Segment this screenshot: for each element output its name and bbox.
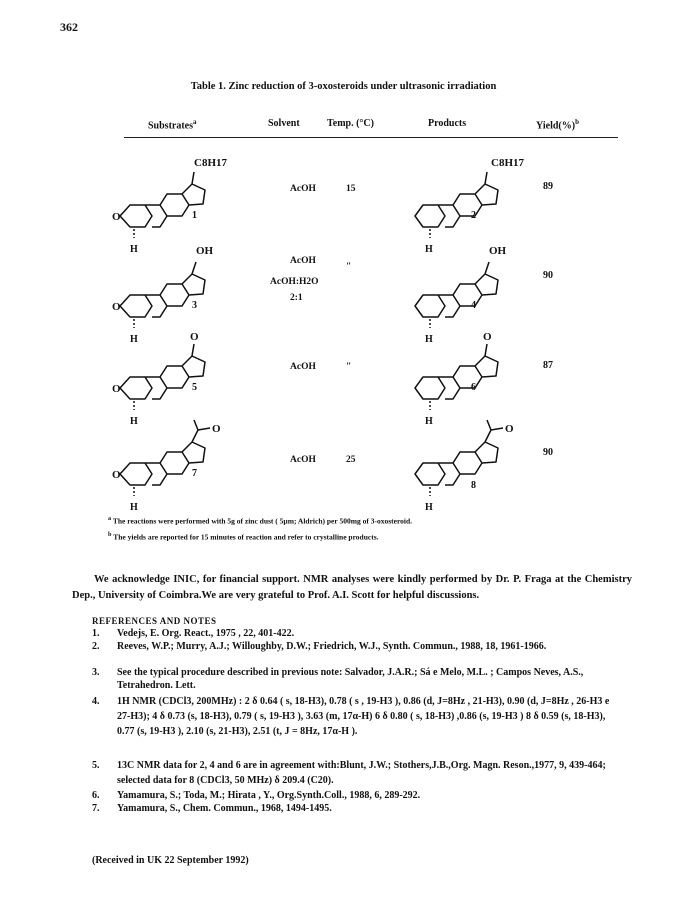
page-number: 362 — [60, 20, 78, 34]
references-heading: REFERENCES AND NOTES — [92, 616, 217, 626]
ring-oxygen-label: O — [112, 383, 121, 395]
structure-substrate-7 — [112, 408, 262, 513]
ring-oxygen-label: O — [112, 469, 121, 481]
footnote-b: $^b$ The yields are reported for 15 minutes of reaction and refer to crystalline products. — [108, 531, 379, 542]
compound-number: 3 — [192, 300, 197, 311]
row2-solvent-3: 2:1 — [290, 293, 303, 303]
substituent-label: O — [190, 331, 199, 343]
row4-yield: 90 — [543, 447, 553, 458]
structure-substrate-5 — [112, 322, 262, 427]
row3-solvent: AcOH — [290, 362, 316, 372]
compound-number: 6 — [471, 382, 476, 393]
row3-temp: " — [346, 362, 352, 372]
footnote-a: $^a$ The reactions were performed with 5g of zinc dust ( 5µm; Aldrich) per 500mg of 3-oxosteroid. — [108, 515, 413, 526]
row2-yield: 90 — [543, 270, 553, 281]
header-products: Products — [428, 118, 467, 129]
ring-h-label: H — [425, 334, 433, 345]
structure-substrate-3 — [112, 240, 262, 345]
ring-h-label: H — [130, 502, 138, 513]
substituent-label: C8H17 — [491, 157, 524, 169]
compound-number: 5 — [192, 382, 197, 393]
header-yield: Yield(%)$^b$ — [536, 118, 579, 132]
substituent-label: O — [212, 423, 221, 435]
ring-oxygen-label: O — [112, 301, 121, 313]
acknowledgement: We acknowledge INIC, for financial support. NMR analyses were kindly performed by Dr. P. Fraga at the Chemistry Dep., University of Coimbra.We are very grateful to Prof. A.I. Scott for helpful discussions. — [72, 574, 632, 601]
row2-solvent: AcOH — [290, 256, 316, 266]
header-substrates: Substrates$^a$ — [148, 118, 197, 132]
structure-product-4 — [405, 240, 555, 345]
row2-temp: " — [346, 262, 352, 272]
ring-h-label: H — [425, 502, 433, 513]
row1-temp: 15 — [346, 184, 356, 194]
received-date: (Received in UK 22 September 1992) — [92, 855, 249, 866]
row4-temp: 25 — [346, 455, 356, 465]
structure-product-6 — [405, 322, 555, 427]
substituent-label: O — [505, 423, 514, 435]
substituent-label: OH — [196, 245, 214, 257]
substituent-label: C8H17 — [194, 157, 227, 169]
header-solvent: Solvent — [268, 118, 300, 129]
ring-h-label: H — [130, 416, 138, 427]
compound-number: 4 — [471, 300, 476, 311]
header-rule — [124, 137, 618, 138]
ring-oxygen-label: O — [112, 211, 121, 223]
compound-number: 2 — [471, 210, 476, 221]
substituent-label: O — [483, 331, 492, 343]
header-temp: Temp. (°C) — [327, 118, 374, 129]
row1-yield: 89 — [543, 181, 553, 192]
substituent-label: OH — [489, 245, 507, 257]
row3-yield: 87 — [543, 360, 553, 371]
ring-h-label: H — [130, 244, 138, 255]
ring-h-label: H — [130, 334, 138, 345]
ring-h-label: H — [425, 416, 433, 427]
row1-solvent: AcOH — [290, 184, 316, 194]
table-caption: Table 1. Zinc reduction of 3-oxosteroids under ultrasonic irradiation — [190, 81, 497, 92]
compound-number: 1 — [192, 210, 197, 221]
structure-substrate-1 — [112, 150, 262, 255]
row2-solvent-2: AcOH:H2O — [270, 277, 319, 287]
compound-number: 7 — [192, 468, 197, 479]
row4-solvent: AcOH — [290, 455, 316, 465]
ring-h-label: H — [425, 244, 433, 255]
compound-number: 8 — [471, 480, 476, 491]
structure-product-8 — [405, 408, 555, 513]
